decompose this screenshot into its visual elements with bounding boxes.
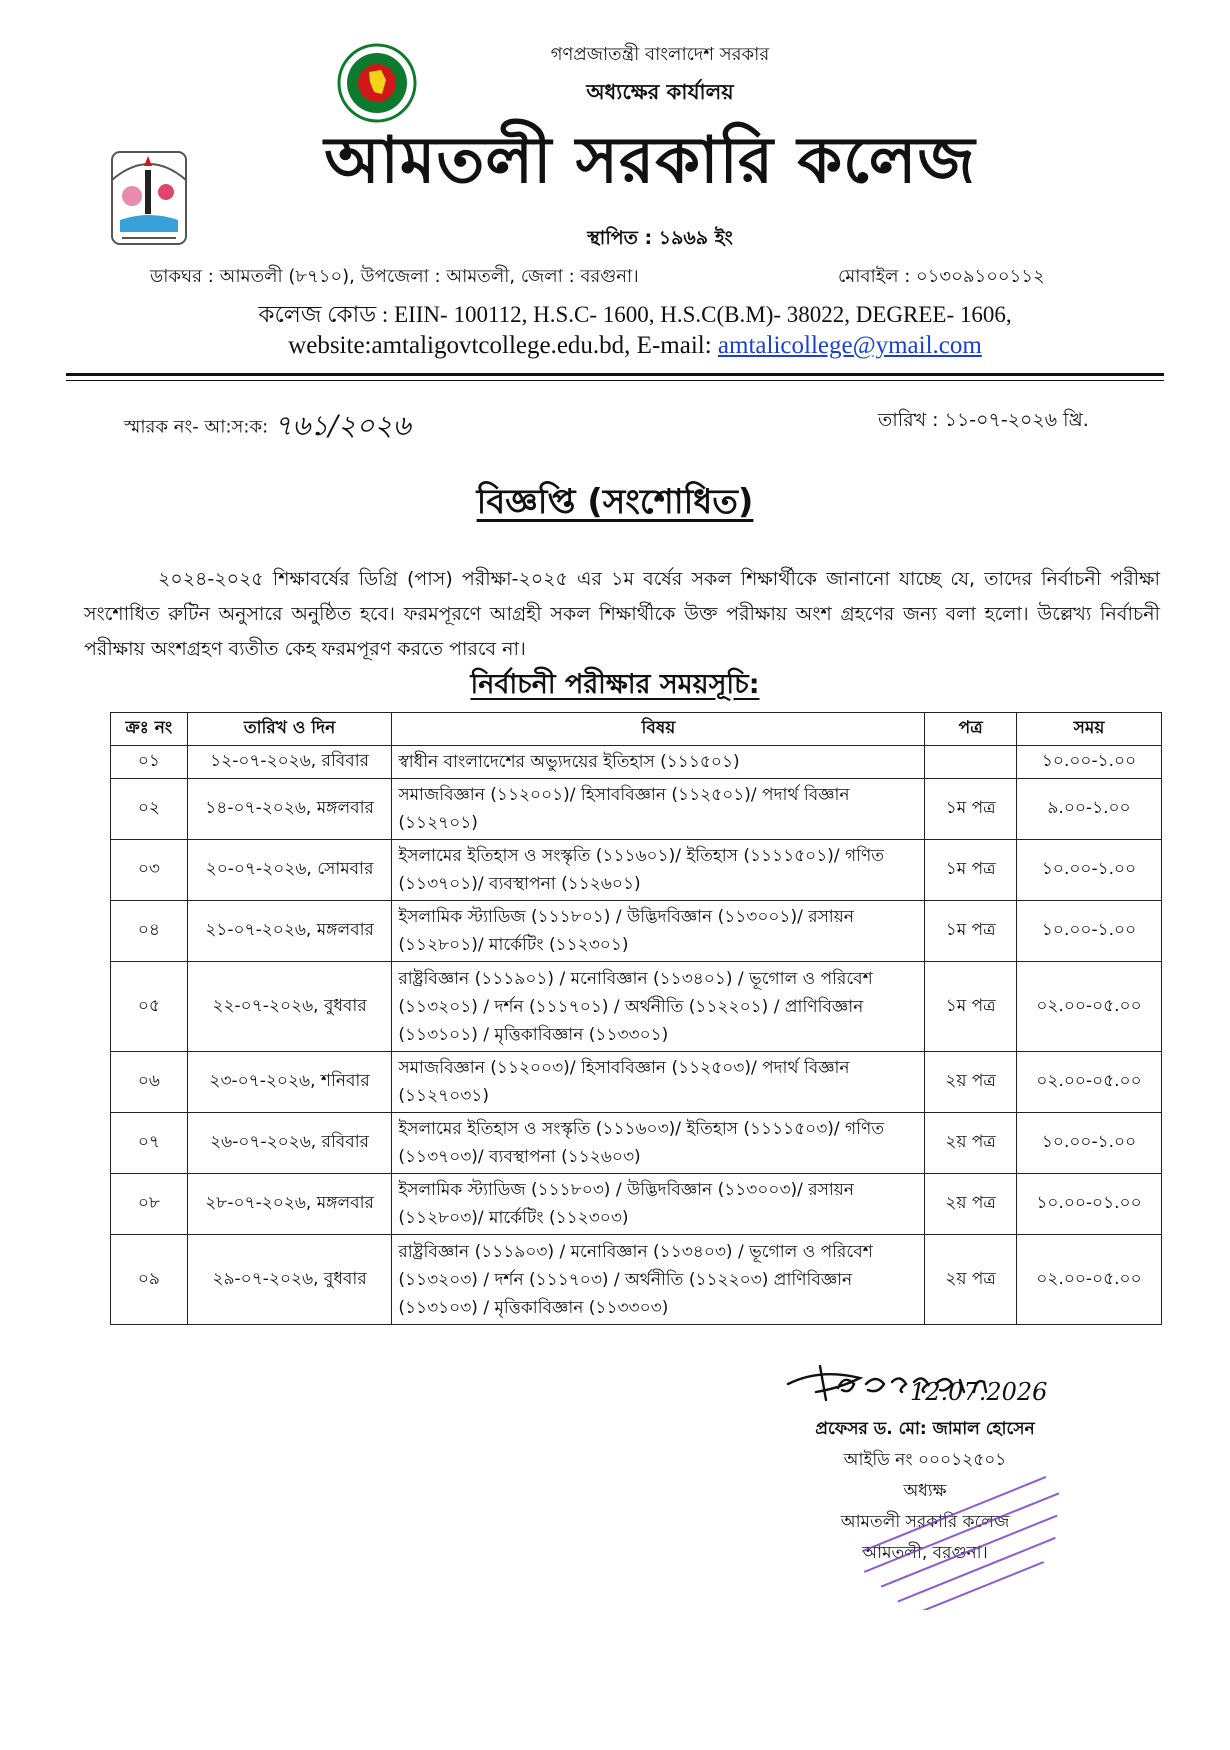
table-row [111, 1052, 1162, 1113]
cell-time: ১০.০০-০১.০০ [1017, 1174, 1162, 1235]
table-header-row [111, 713, 1162, 746]
cell-subject: সমাজবিজ্ঞান (১১২০০৩)/ হিসাববিজ্ঞান (১১২৫০৩)/ পদার্থ বিজ্ঞান (১১২৭০৩১) [392, 1052, 925, 1113]
cell-date: ২৮-০৭-২০২৬, মঙ্গলবার [187, 1174, 392, 1235]
cell-serial: ০৯ [111, 1235, 188, 1325]
cell-paper: ১ম পত্র [925, 840, 1017, 901]
table-row [111, 779, 1162, 840]
cell-serial: ০৮ [111, 1174, 188, 1235]
signatory-designation: অধ্যক্ষ [903, 1481, 947, 1501]
cell-paper: ১ম পত্র [925, 901, 1017, 962]
cell-paper: ২য় পত্র [925, 1113, 1017, 1174]
cell-date: ২৩-০৭-২০২৬, শনিবার [187, 1052, 392, 1113]
cell-date: ২২-০৭-২০২৬, বুধবার [187, 962, 392, 1052]
cell-paper [925, 746, 1017, 779]
cell-paper: ২য় পত্র [925, 1235, 1017, 1325]
table-row [111, 840, 1162, 901]
notice-body: ২০২৪-২০২৫ শিক্ষাবর্ষের ডিগ্রি (পাস) পরীক্ষা-২০২৫ এর ১ম বর্ষের সকল শিক্ষার্থীকে জানানো যাচ্ছে যে, তাদের নির্বাচনী পরীক্ষা সংশোধিত রুটিন অনুসারে অনুষ্ঠিত হবে। ফরমপূরণে আগ্রহী সকল শিক্ষার্থীকে উক্ত পরীক্ষায় অংশ গ্রহণের জন্য বলা হলো। উল্লেখ্য নির্বাচনী পরীক্ষায় অংশগ্রহণ ব্যতীত কেহ ফরমপূরণ করতে পারবে না। [84, 568, 1160, 660]
memo-number [124, 404, 411, 451]
cell-serial: ০৭ [111, 1113, 188, 1174]
cell-subject: ইসলামিক স্ট্যাডিজ (১১১৮০৩) / উদ্ভিদবিজ্ঞান (১১৩০০৩)/ রসায়ন (১১২৮০৩)/ মার্কেটিং (১১২৩০৩) [392, 1174, 925, 1235]
memo-label: স্মারক নং- আ:স:ক: [124, 416, 274, 438]
government-line: গণপ্রজাতন্ত্রী বাংলাদেশ সরকার [550, 44, 770, 65]
signatory-college: আমতলী সরকারি কলেজ [840, 1512, 1010, 1532]
signatory-location: আমতলী, বরগুনা। [862, 1543, 988, 1563]
header-date-day: তারিখ ও দিন [187, 713, 392, 746]
cell-subject: রাষ্ট্রবিজ্ঞান (১১১৯০৩) / মনোবিজ্ঞান (১১৩৪০৩) / ভূগোল ও পরিবেশ (১১৩২০৩) / দর্শন (১১১৭০৩) / অর্থনীতি (১১২২০৩) প্রাণিবিজ্ঞান (১১৩১০৩) / মৃত্তিকাবিজ্ঞান (১১৩৩০৩) [392, 1235, 925, 1325]
cell-date: ২১-০৭-২০২৬, মঙ্গলবার [187, 901, 392, 962]
signatory-id: আইডি নং ০০০১২৫০১ [843, 1450, 1007, 1470]
header-subject: বিষয় [392, 713, 925, 746]
established-line: স্থাপিত : ১৯৬৯ ইং [587, 227, 733, 249]
table-row [111, 901, 1162, 962]
cell-date: ২০-০৭-২০২৬, সোমবার [187, 840, 392, 901]
cell-serial: ০৫ [111, 962, 188, 1052]
college-name-heading: আমতলী সরকারি কলেজ [324, 123, 976, 198]
office-line: অধ্যক্ষের কার্যালয় [586, 80, 734, 104]
mobile-number: মোবাইল : ০১৩০৯১০০১১২ [838, 266, 1045, 287]
cell-paper: ২য় পত্র [925, 1052, 1017, 1113]
cell-time: ০২.০০-০৫.০০ [1017, 1052, 1162, 1113]
header-time: সময় [1017, 713, 1162, 746]
header-divider-thick [66, 373, 1164, 376]
header-divider-thin [66, 380, 1164, 381]
cell-subject: স্বাধীন বাংলাদেশের অভ্যুদয়ের ইতিহাস (১১১৫০১) [392, 746, 925, 779]
notice-title [0, 476, 1230, 533]
cell-time: ১০.০০-১.০০ [1017, 746, 1162, 779]
signature-date-handwritten: 12.07.2026 [910, 1378, 1048, 1406]
memo-number-handwritten: ৭৬১/২০২৬ [273, 409, 411, 442]
cell-time: ১০.০০-১.০০ [1017, 840, 1162, 901]
table-row [111, 746, 1162, 779]
email-link[interactable]: amtalicollege@ymail.com [717, 332, 982, 359]
official-stamp [840, 1470, 1100, 1610]
cell-serial: ০৪ [111, 901, 188, 962]
cell-serial: ০১ [111, 746, 188, 779]
table-row [111, 962, 1162, 1052]
table-row [111, 1113, 1162, 1174]
website-email-line [0, 332, 1230, 360]
cell-serial: ০৬ [111, 1052, 188, 1113]
college-codes: কলেজ কোড : EIIN- 100112, H.S.C- 1600, H.S.C(B.M)- 38022, DEGREE- 1606, [258, 302, 1012, 327]
schedule-title [0, 664, 1230, 709]
header-serial: ক্রঃ নং [111, 713, 188, 746]
cell-date: ১৪-০৭-২০২৬, মঙ্গলবার [187, 779, 392, 840]
postal-address: ডাকঘর : আমতলী (৮৭১০), উপজেলা : আমতলী, জেলা : বরগুনা। [150, 266, 639, 287]
cell-paper: ১ম পত্র [925, 962, 1017, 1052]
cell-time: ৯.০০-১.০০ [1017, 779, 1162, 840]
cell-paper: ২য় পত্র [925, 1174, 1017, 1235]
website-text: website:amtaligovtcollege.edu.bd, E-mail: [288, 332, 718, 359]
signatory-name: প্রফেসর ড. মো: জামাল হোসেন [815, 1419, 1035, 1439]
cell-paper: ১ম পত্র [925, 779, 1017, 840]
cell-time: ০২.০০-০৫.০০ [1017, 1235, 1162, 1325]
cell-subject: ইসলামের ইতিহাস ও সংস্কৃতি (১১১৬০১)/ ইতিহাস (১১১১৫০১)/ গণিত (১১৩৭০১)/ ব্যবস্থাপনা (১১২৬০১) [392, 840, 925, 901]
exam-schedule-table [110, 712, 1162, 1325]
cell-subject: রাষ্ট্রবিজ্ঞান (১১১৯০১) / মনোবিজ্ঞান (১১৩৪০১) / ভূগোল ও পরিবেশ (১১৩২০১) / দর্শন (১১১৭০১) / অর্থনীতি (১১২২০১) / প্রাণিবিজ্ঞান (১১৩১০১) / মৃত্তিকাবিজ্ঞান (১১৩৩০১) [392, 962, 925, 1052]
cell-serial: ০৩ [111, 840, 188, 901]
cell-subject: ইসলামের ইতিহাস ও সংস্কৃতি (১১১৬০৩)/ ইতিহাস (১১১১৫০৩)/ গণিত (১১৩৭০৩)/ ব্যবস্থাপনা (১১২৬০৩) [392, 1113, 925, 1174]
cell-time: ০২.০০-০৫.০০ [1017, 962, 1162, 1052]
cell-time: ১০.০০-১.০০ [1017, 1113, 1162, 1174]
cell-date: ২৯-০৭-২০২৬, বুধবার [187, 1235, 392, 1325]
header-paper: পত্র [925, 713, 1017, 746]
cell-time: ১০.০০-১.০০ [1017, 901, 1162, 962]
schedule-title-text: নির্বাচনী পরীক্ষার সময়সূচি: [470, 669, 760, 700]
cell-date: ২৬-০৭-২০২৬, রবিবার [187, 1113, 392, 1174]
cell-subject: ইসলামিক স্ট্যাডিজ (১১১৮০১) / উদ্ভিদবিজ্ঞান (১১৩০০১)/ রসায়ন (১১২৮০১)/ মার্কেটিং (১১২৩০১) [392, 901, 925, 962]
notice-title-text: বিজ্ঞপ্তি (সংশোধিত) [476, 482, 754, 522]
cell-date: ১২-০৭-২০২৬, রবিবার [187, 746, 392, 779]
cell-subject: সমাজবিজ্ঞান (১১২০০১)/ হিসাববিজ্ঞান (১১২৫০১)/ পদার্থ বিজ্ঞান (১১২৭০১) [392, 779, 925, 840]
table-row [111, 1174, 1162, 1235]
table-row [111, 1235, 1162, 1325]
cell-serial: ০২ [111, 779, 188, 840]
notice-date: তারিখ : ১১-০৭-২০২৬ খ্রি. [878, 409, 1089, 431]
